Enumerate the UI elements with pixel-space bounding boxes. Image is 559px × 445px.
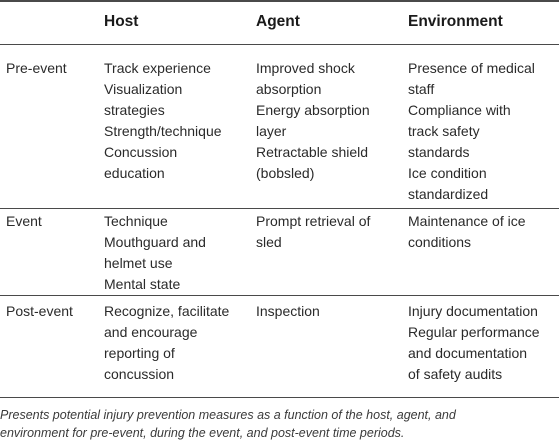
table-bottom-rule	[0, 397, 559, 398]
column-header-agent: Agent	[256, 13, 300, 30]
table-top-rule	[0, 0, 559, 2]
row-label-post-event: Post-event	[6, 303, 73, 319]
table-footnote: Presents potential injury prevention measures as a function of the host, agent, and environment for pre-event, during the event, and post-event time periods.	[0, 408, 456, 440]
column-header-environment: Environment	[408, 13, 503, 30]
row-label-event: Event	[6, 213, 42, 229]
header-divider	[0, 44, 559, 45]
cell-event-agent: Prompt retrieval of sled	[256, 213, 371, 250]
cell-post-event-environment: Injury documentation Regular performance and documentation of safety audits	[408, 303, 540, 382]
cell-event-environment: Maintenance of ice conditions	[408, 213, 526, 250]
row-divider	[0, 208, 559, 209]
cell-pre-event-host: Track experience Visualization strategies Strength/technique Concussion education	[104, 60, 222, 181]
row-label-pre-event: Pre-event	[6, 60, 67, 76]
column-header-host: Host	[104, 13, 139, 30]
cell-pre-event-agent: Improved shock absorption Energy absorption layer Retractable shield (bobsled)	[256, 60, 370, 181]
cell-event-host: Technique Mouthguard and helmet use Mental state	[104, 213, 206, 292]
cell-post-event-agent: Inspection	[256, 303, 320, 319]
row-divider	[0, 295, 559, 296]
cell-post-event-host: Recognize, facilitate and encourage reporting of concussion	[104, 303, 230, 382]
cell-pre-event-environment: Presence of medical staff Compliance with track safety standards Ice condition standardized	[408, 60, 535, 202]
